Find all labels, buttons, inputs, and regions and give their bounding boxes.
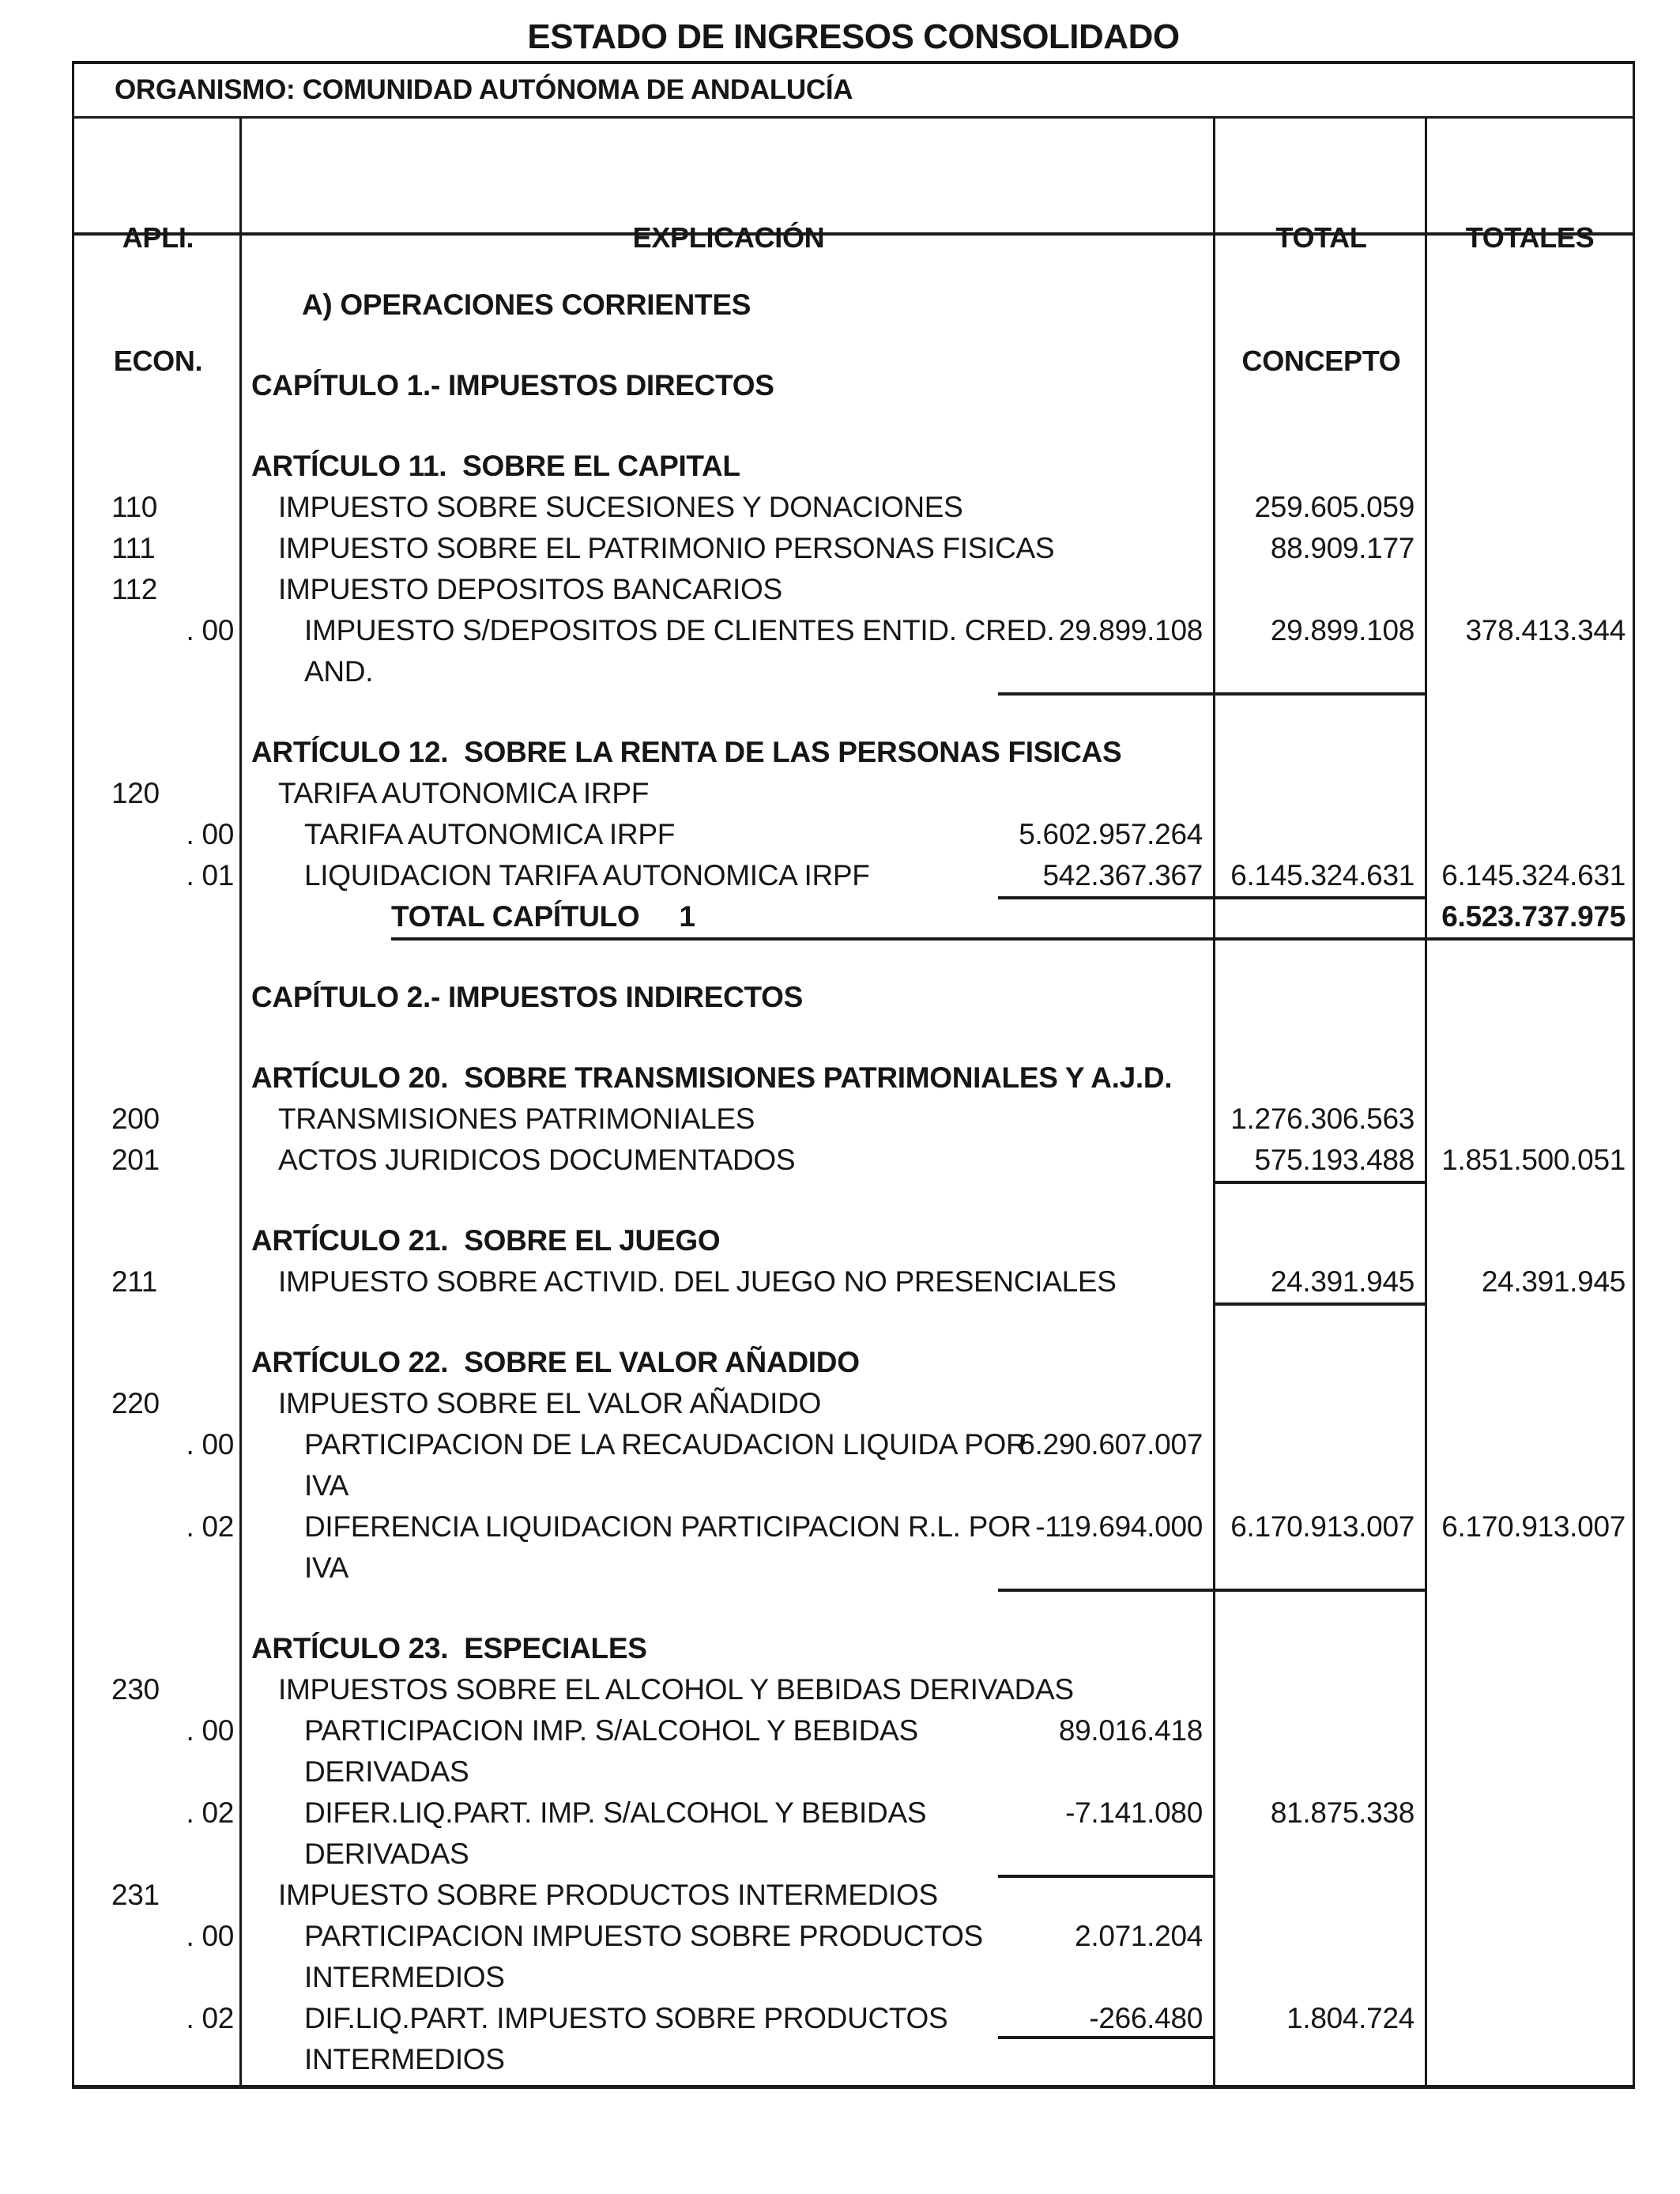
explicacion-text: ACTOS JURIDICOS DOCUMENTADOS — [278, 1144, 796, 1176]
explicacion-text: ARTÍCULO 20. SOBRE TRANSMISIONES PATRIMONIALES Y A.J.D. — [251, 1061, 1173, 1094]
explicacion-text: ARTÍCULO 22. SOBRE EL VALOR AÑADIDO — [251, 1346, 860, 1378]
explicacion-cell — [242, 1793, 1215, 1875]
table-grid — [72, 119, 1635, 2089]
table-row-120-8 — [74, 773, 1633, 814]
explicacion-text: IMPUESTO SOBRE EL VALOR AÑADIDO — [278, 1387, 822, 1419]
table-row-220-19 — [74, 1383, 1633, 1424]
apli-econ-code: 110 — [111, 491, 158, 523]
explicacion-text: IMPUESTO SOBRE SUCESIONES Y DONACIONES — [278, 491, 963, 523]
sum-rule — [998, 692, 1427, 696]
explicacion-cell — [242, 1424, 1215, 1506]
explicacion-text: LIQUIDACION TARIFA AUTONOMICA IRPF — [304, 859, 870, 892]
table-row-articulo-16 — [74, 1220, 1633, 1261]
total-concepto-amount: 259.605.059 — [1254, 491, 1414, 523]
table-row-111-4 — [74, 528, 1633, 569]
explicacion-cell — [242, 1710, 1215, 1793]
partial-amount: 2.071.204 — [1075, 1920, 1203, 1952]
apli-econ-code: . 01 — [186, 859, 234, 892]
explicacion-cell — [242, 365, 1215, 406]
explicacion-cell — [242, 1342, 1215, 1383]
apli-econ-code: . 00 — [186, 1714, 234, 1747]
total-concepto-amount: 6.145.324.631 — [1230, 859, 1414, 892]
explicacion-text: IVA — [304, 1469, 348, 1502]
apli-econ-code: . 02 — [186, 1796, 234, 1829]
table-row-capitulo-1 — [74, 365, 1633, 406]
total-concepto-amount: 24.391.945 — [1270, 1265, 1414, 1298]
table-row-200-14 — [74, 1099, 1633, 1140]
apli-econ-code: . 00 — [186, 818, 234, 850]
apli-econ-code: . 00 — [186, 614, 234, 647]
table-row-230-23 — [74, 1669, 1633, 1710]
table-row-00-24 — [74, 1710, 1633, 1793]
chapter-total-label: TOTAL CAPÍTULO — [391, 900, 640, 933]
explicacion-cell — [242, 446, 1215, 487]
apli-econ-code: 111 — [111, 532, 156, 564]
table-row-201-15 — [74, 1140, 1633, 1181]
explicacion-cell — [242, 1506, 1215, 1589]
table-row-capitulo-12 — [74, 977, 1633, 1018]
explicacion-text: DERIVADAS — [304, 1838, 469, 1870]
partial-amount: 5.602.957.264 — [1019, 818, 1203, 850]
apli-econ-code: 211 — [111, 1265, 158, 1298]
table-row-211-17 — [74, 1261, 1633, 1302]
table-row-02-25 — [74, 1793, 1633, 1875]
sum-rule — [1213, 1302, 1427, 1306]
explicacion-text: ARTÍCULO 11. SOBRE EL CAPITAL — [251, 450, 740, 482]
column-divider-concepto — [1213, 119, 1215, 2085]
table-row-00-20 — [74, 1424, 1633, 1506]
totales-amount: 6.170.913.007 — [1441, 1510, 1625, 1543]
header-concepto-line1: TOTAL — [1275, 221, 1367, 254]
table-row-articulo-18 — [74, 1342, 1633, 1383]
explicacion-cell — [242, 487, 1215, 528]
partial-amount: 542.367.367 — [1042, 859, 1203, 892]
total-concepto-amount: 88.909.177 — [1270, 532, 1414, 564]
explicacion-cell — [242, 855, 1215, 896]
explicacion-text: TARIFA AUTONOMICA IRPF — [304, 818, 675, 850]
explicacion-text: ARTÍCULO 23. ESPECIALES — [251, 1632, 647, 1664]
sum-rule — [998, 896, 1427, 899]
apli-econ-code: 200 — [111, 1103, 160, 1135]
explicacion-text: IMPUESTO SOBRE PRODUCTOS INTERMEDIOS — [278, 1879, 938, 1911]
table-row-110-3 — [74, 487, 1633, 528]
total-concepto-amount: 1.804.724 — [1286, 2002, 1414, 2034]
table-row-02-28 — [74, 1998, 1633, 2080]
total-concepto-amount: 1.276.306.563 — [1230, 1103, 1414, 1135]
explicacion-cell — [242, 773, 1215, 814]
totales-amount: 24.391.945 — [1481, 1265, 1625, 1298]
apli-econ-code: 112 — [111, 573, 158, 605]
explicacion-text: AND. — [304, 655, 374, 688]
explicacion-cell — [242, 977, 1215, 1018]
explicacion-text: IMPUESTO SOBRE EL PATRIMONIO PERSONAS FISICAS — [278, 532, 1055, 564]
header-totales: TOTALES — [1465, 221, 1595, 254]
explicacion-cell — [242, 1140, 1215, 1181]
explicacion-text: IVA — [304, 1551, 348, 1584]
explicacion-text: PARTICIPACION DE LA RECAUDACION LIQUIDA POR — [304, 1428, 1027, 1461]
explicacion-cell — [242, 1220, 1215, 1261]
totales-amount: 6.523.737.975 — [1441, 900, 1625, 933]
partial-amount: 6.290.607.007 — [1019, 1428, 1203, 1461]
explicacion-cell — [242, 1916, 1215, 1998]
explicacion-cell — [242, 1383, 1215, 1424]
explicacion-text: TARIFA AUTONOMICA IRPF — [278, 777, 649, 809]
explicacion-cell — [242, 569, 1215, 610]
table-row-articulo-7 — [74, 732, 1633, 773]
page-title: ESTADO DE INGRESOS CONSOLIDADO — [527, 17, 1180, 56]
explicacion-text: DIFERENCIA LIQUIDACION PARTICIPACION R.L. POR — [304, 1510, 1031, 1543]
partial-amount: -7.141.080 — [1065, 1796, 1203, 1829]
apli-econ-code: 230 — [111, 1673, 160, 1706]
explicacion-text: CAPÍTULO 2.- IMPUESTOS INDIRECTOS — [251, 981, 803, 1013]
explicacion-cell — [242, 285, 1215, 326]
chapter-total-number: 1 — [679, 900, 695, 933]
header-apli-line1: APLI. — [122, 221, 194, 254]
table-row-articulo-22 — [74, 1628, 1633, 1669]
table-row-articulo-13 — [74, 1057, 1633, 1099]
explicacion-text: DIFER.LIQ.PART. IMP. S/ALCOHOL Y BEBIDAS — [304, 1796, 927, 1829]
explicacion-cell — [242, 1998, 1215, 2080]
partial-amount: -119.694.000 — [1035, 1510, 1203, 1543]
total-concepto-amount: 29.899.108 — [1270, 614, 1414, 647]
sum-rule — [1213, 1181, 1427, 1184]
totales-amount: 1.851.500.051 — [1441, 1144, 1625, 1176]
table-row-00-6 — [74, 610, 1633, 692]
explicacion-text: A) OPERACIONES CORRIENTES — [302, 288, 751, 321]
apli-econ-code: . 00 — [186, 1920, 234, 1952]
sum-rule — [998, 2036, 1215, 2039]
total-concepto-amount: 575.193.488 — [1254, 1144, 1414, 1176]
explicacion-cell — [242, 1057, 1215, 1099]
sum-rule — [391, 937, 1633, 941]
totales-amount: 378.413.344 — [1465, 614, 1625, 647]
apli-econ-code: 231 — [111, 1879, 160, 1911]
header-explicacion: EXPLICACIÓN — [632, 221, 825, 254]
explicacion-text: IMPUESTO DEPOSITOS BANCARIOS — [278, 573, 782, 605]
explicacion-cell — [242, 896, 1215, 937]
explicacion-cell — [242, 1261, 1215, 1302]
table-row-02-21 — [74, 1506, 1633, 1589]
explicacion-text: PARTICIPACION IMPUESTO SOBRE PRODUCTOS — [304, 1920, 983, 1952]
explicacion-text: TRANSMISIONES PATRIMONIALES — [278, 1103, 755, 1135]
table-row-section-0 — [74, 285, 1633, 326]
partial-amount: 89.016.418 — [1058, 1714, 1203, 1747]
explicacion-cell — [242, 1628, 1215, 1669]
explicacion-text: ARTÍCULO 21. SOBRE EL JUEGO — [251, 1224, 721, 1257]
column-divider-totales — [1425, 119, 1427, 2085]
explicacion-cell — [242, 610, 1215, 692]
explicacion-text: PARTICIPACION IMP. S/ALCOHOL Y BEBIDAS — [304, 1714, 918, 1747]
organismo-label: ORGANISMO: COMUNIDAD AUTÓNOMA DE ANDALUCÍA — [115, 74, 853, 105]
explicacion-text: IMPUESTO SOBRE ACTIVID. DEL JUEGO NO PRESENCIALES — [278, 1265, 1117, 1298]
sum-rule — [998, 1589, 1427, 1592]
explicacion-text: INTERMEDIOS — [304, 2043, 505, 2075]
table-row-articulo-2 — [74, 446, 1633, 487]
apli-econ-code: 220 — [111, 1387, 160, 1419]
table-row-00-27 — [74, 1916, 1633, 1998]
apli-econ-code: . 00 — [186, 1428, 234, 1461]
explicacion-text: IMPUESTOS SOBRE EL ALCOHOL Y BEBIDAS DERIVADAS — [278, 1673, 1074, 1706]
explicacion-text: CAPÍTULO 1.- IMPUESTOS DIRECTOS — [251, 369, 774, 401]
header-apli-line2: ECON. — [113, 345, 203, 377]
partial-amount: -266.480 — [1089, 2002, 1203, 2034]
totales-amount: 6.145.324.631 — [1441, 859, 1625, 892]
header-concepto-line2: CONCEPTO — [1241, 345, 1401, 377]
explicacion-cell — [242, 1669, 1215, 1710]
apli-econ-code: 201 — [111, 1144, 160, 1176]
explicacion-text: DIF.LIQ.PART. IMPUESTO SOBRE PRODUCTOS — [304, 2002, 948, 2034]
explicacion-text: IMPUESTO S/DEPOSITOS DE CLIENTES ENTID. CRED. — [304, 614, 1055, 647]
apli-econ-code: 120 — [111, 777, 160, 809]
table-row-00-9 — [74, 814, 1633, 855]
explicacion-cell — [242, 732, 1215, 773]
explicacion-cell — [242, 1099, 1215, 1140]
explicacion-cell — [242, 528, 1215, 569]
partial-amount: 29.899.108 — [1058, 614, 1203, 647]
explicacion-text: ARTÍCULO 12. SOBRE LA RENTA DE LAS PERSONAS FISICAS — [251, 736, 1122, 768]
sum-rule — [998, 1875, 1215, 1878]
income-statement-table — [72, 61, 1635, 2089]
total-concepto-amount: 6.170.913.007 — [1230, 1510, 1414, 1543]
table-row-01-10 — [74, 855, 1633, 896]
column-divider-apli — [239, 119, 242, 2085]
total-concepto-amount: 81.875.338 — [1270, 1796, 1414, 1829]
organismo-bar — [72, 61, 1635, 119]
table-body — [74, 285, 1633, 2085]
table-row-231-26 — [74, 1875, 1633, 1916]
apli-econ-code: . 02 — [186, 2002, 234, 2034]
header-apli-econ — [74, 119, 242, 377]
explicacion-cell — [242, 814, 1215, 855]
header-total-concepto — [1215, 119, 1427, 377]
explicacion-text: INTERMEDIOS — [304, 1961, 505, 1993]
apli-econ-code: . 02 — [186, 1510, 234, 1543]
table-row-112-5 — [74, 569, 1633, 610]
explicacion-cell — [242, 1875, 1215, 1916]
explicacion-text: DERIVADAS — [304, 1755, 469, 1788]
table-row-total-11 — [74, 896, 1633, 937]
